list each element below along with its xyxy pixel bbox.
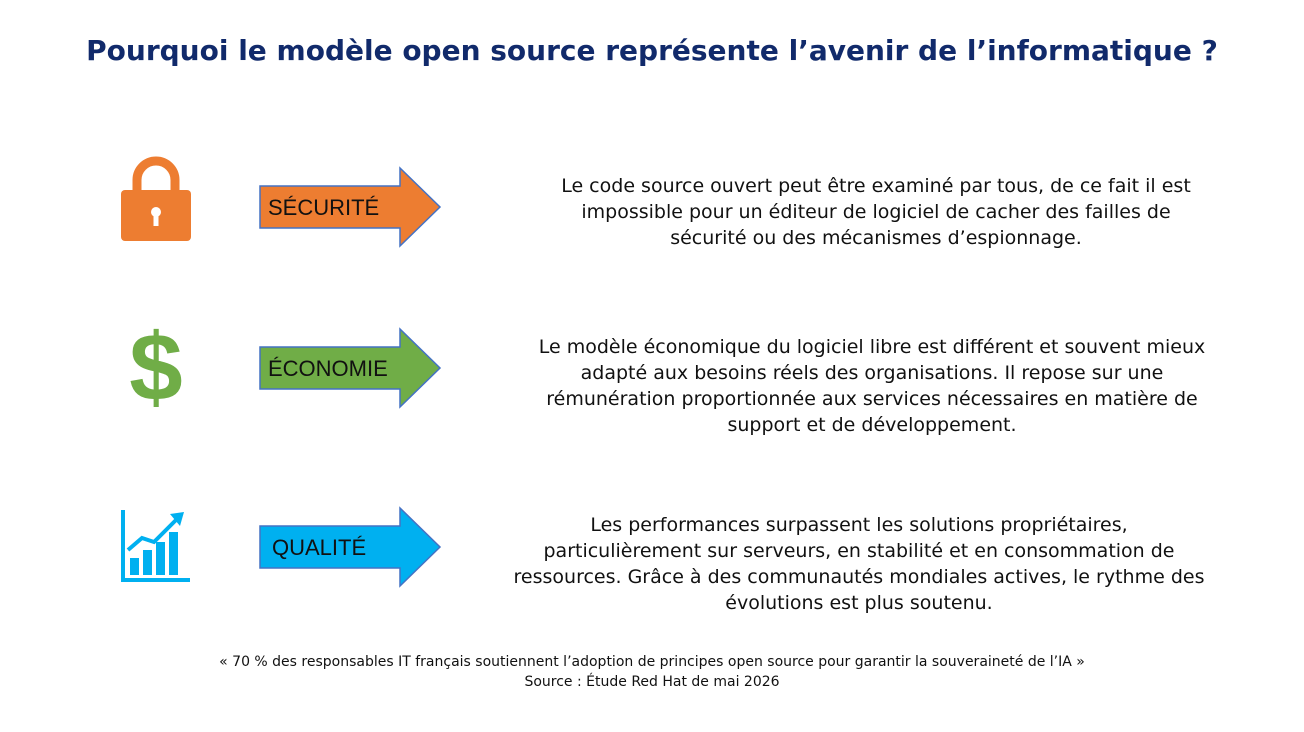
securite-label: SÉCURITÉ: [268, 195, 380, 220]
page-title: Pourquoi le modèle open source représente l’avenir de l’informatique ?: [86, 34, 1218, 67]
dollar-icon: [118, 324, 194, 410]
economie-label: ÉCONOMIE: [268, 356, 388, 381]
svg-text:$: $: [129, 324, 183, 410]
footer-quote: « 70 % des responsables IT français soutiennent l’adoption de principes open source pour garantir la souveraineté de l’IA »: [219, 654, 1085, 670]
economie-description: Le modèle économique du logiciel libre est différent et souvent mieux adapté aux besoins réels des organisations. Il repose sur une rémunération proportionnée aux services nécessaires en matière de support et de développement.: [538, 336, 1206, 436]
qualite-description: Les performances surpassent les solutions propriétaires, particulièrement sur serveurs, en stabilité et en consommation de ressources. Grâce à des communautés mondiales actives, le rythme des évolutions est plus soutenu.: [513, 514, 1205, 614]
footer-source: Source : Étude Red Hat de mai 2026: [524, 674, 780, 690]
growth-chart-icon: [118, 506, 192, 584]
securite-description: Le code source ouvert peut être examiné par tous, de ce fait il est impossible pour un éditeur de logiciel de cacher des failles de sécurité ou des mécanismes d’espionnage.: [561, 175, 1191, 249]
padlock-icon: [120, 150, 192, 242]
qualite-label: QUALITÉ: [272, 535, 367, 560]
